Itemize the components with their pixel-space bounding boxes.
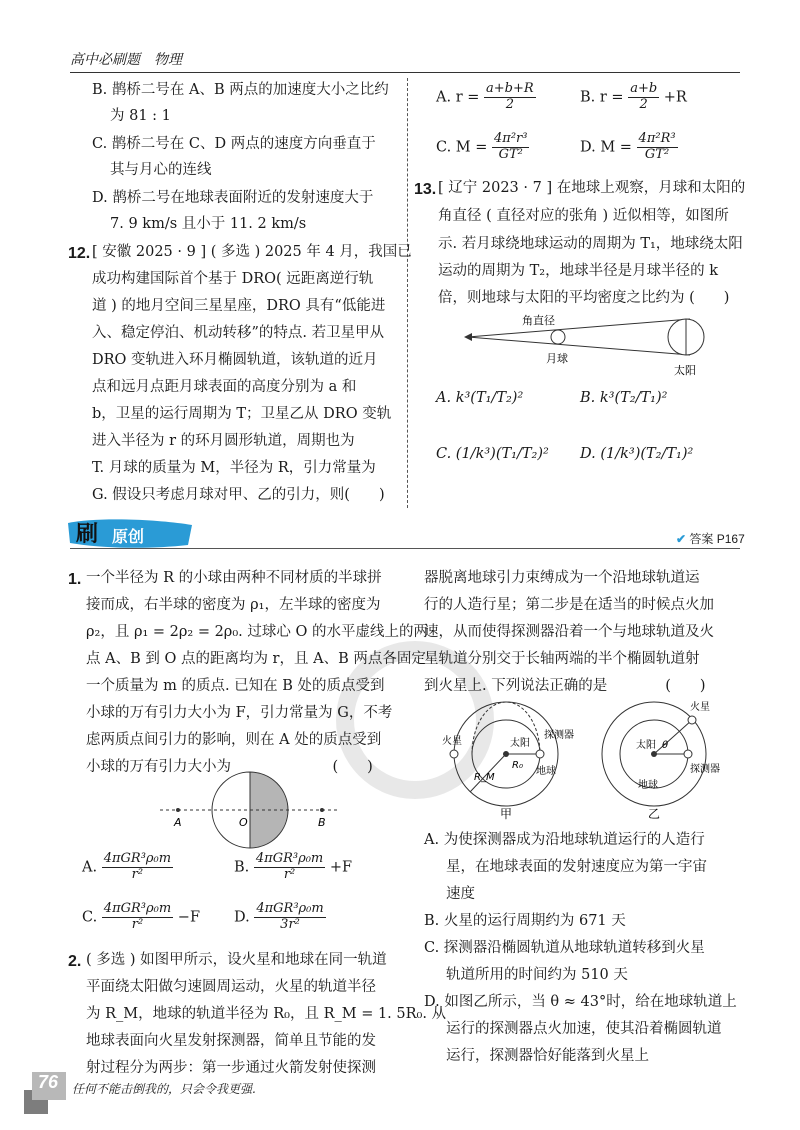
rm-label: R_M	[474, 772, 495, 783]
q1-option-b-fraction	[254, 852, 325, 883]
q1-line: 虑两质点间引力的影响，则在 A 处的质点受到	[86, 732, 382, 748]
mars-label-b: 火星	[690, 702, 710, 713]
q1-option-d-denominator: 3r²	[280, 916, 300, 932]
q2-line: 射过程分为两步：第一步通过火箭发射使探测	[86, 1060, 376, 1076]
q12-line: b，卫星的运行周期为 T；卫星乙从 DRO 变轨	[92, 406, 392, 422]
q12-option-c-denominator: GT²	[498, 146, 523, 162]
q1-option-b-numerator: 4πGR³ρ₀m	[255, 851, 324, 866]
q12-line: [ 安徽 2025 · 9 ] ( 多选 ) 2025 年 4 月，我国已	[92, 244, 412, 260]
section-title: 原创	[112, 529, 145, 546]
sun-label-a: 太阳	[510, 738, 530, 749]
q11-option-b-line1: B. 鹊桥二号在 A、B 两点的加速度大小之比约	[92, 82, 389, 98]
sight-line-bottom	[468, 337, 690, 355]
sun-label: 太阳	[674, 364, 696, 377]
q1-option-c-denominator: r²	[131, 916, 144, 932]
r0-label: R₀	[512, 760, 523, 771]
q1-option-d	[234, 902, 326, 933]
q1-option-a-denominator: r²	[131, 866, 144, 882]
q13-line: [ 辽宁 2023 · 7 ] 在地球上观察，月球和太阳的	[438, 180, 746, 196]
q11-option-d-line2: 7. 9 km/s 且小于 11. 2 km/s	[110, 216, 307, 232]
q13-number: 13.	[414, 181, 437, 198]
q2-line: 平面绕太阳做匀速圆周运动，火星的轨道半径	[86, 979, 376, 995]
q12-option-c-fraction	[492, 132, 529, 163]
q2-option-a-line3: 速度	[446, 886, 475, 902]
q13-option-b: B. k³(T₂/T₁)²	[580, 390, 668, 406]
q11-option-b-line2: 为 81 : 1	[110, 108, 171, 124]
q12-option-c-prefix: C. M =	[436, 139, 488, 156]
q2-option-c-line1: C. 探测器沿椭圆轨道从地球轨道转移到火星	[424, 940, 705, 956]
q12-option-c-numerator: 4π²r³	[494, 131, 528, 146]
q13-line: 角直径 ( 直径对应的张角 ) 近似相等，如图所	[438, 208, 729, 224]
column-divider	[407, 78, 408, 508]
q1-option-b-prefix: B.	[234, 859, 250, 876]
point-b-label: B	[318, 816, 326, 829]
earth-label-a: 地球	[536, 766, 556, 777]
footer-motto: 任何不能击倒我的，只会令我更强.	[72, 1082, 256, 1096]
figure-a	[442, 702, 574, 820]
q1-line: 接而成，右半球的密度为 ρ₁，左半球的密度为	[86, 597, 381, 613]
q12-option-b-denominator: 2	[639, 96, 648, 112]
q2-line: 地球表面向火星发射探测器，简单且节能的发	[86, 1033, 376, 1049]
q1-number: 1.	[68, 571, 82, 588]
q2-cont-line: 器脱离地球引力束缚成为一个沿地球轨道运	[424, 570, 700, 586]
point-a-label: A	[174, 816, 182, 829]
q12-line: 入、稳定停泊、机动转移”的特点. 若卫星甲从	[92, 325, 385, 341]
q13-line: 运动的周期为 T₂，地球半径是月球半径的 k	[438, 263, 718, 279]
q12-option-b-prefix: B. r =	[580, 89, 624, 106]
q12-option-b	[580, 82, 687, 113]
section-rule	[70, 548, 740, 549]
q1-line: 小球的万有引力大小为 F，引力常量为 G，不考	[86, 705, 393, 721]
q1-option-d-prefix: D.	[234, 909, 250, 926]
q12-line: G. 假设只考虑月球对甲、乙的引力，则( )	[92, 487, 385, 503]
angle-diameter-label: 角直径	[522, 314, 555, 327]
theta-label: θ	[662, 740, 669, 751]
q1-option-c-numerator: 4πGR³ρ₀m	[103, 901, 172, 916]
q2-option-d-line2: 运行的探测器点火加速，使其沿着椭圆轨道	[446, 1021, 722, 1037]
q12-option-a-numerator: a+b+R	[486, 81, 534, 96]
q12-line: T. 月球的质量为 M，半径为 R，引力常量为	[92, 460, 376, 476]
q1-option-a-prefix: A.	[82, 859, 98, 876]
q12-option-a-fraction	[484, 82, 536, 113]
q12-option-d-numerator: 4π²R³	[638, 131, 676, 146]
q13-option-a: A. k³(T₁/T₂)²	[436, 390, 524, 406]
q12-line: DRO 变轨进入环月椭圆轨道，该轨道的近月	[92, 352, 378, 368]
q2-cont-line: 行的人造行星；第二步是在适当的时候点火加	[424, 597, 714, 613]
q12-option-c	[436, 132, 529, 163]
q13-figure	[460, 310, 720, 380]
page-number: 76	[38, 1072, 59, 1092]
mars-dot-b	[688, 716, 696, 724]
q2-figure	[440, 700, 730, 820]
earth-dot-b	[684, 750, 692, 758]
q12-line: 进入半径为 r 的环月圆形轨道，周期也为	[92, 433, 355, 449]
q1-figure	[150, 770, 350, 850]
q1-option-d-fraction	[254, 902, 325, 933]
q2-option-a-line2: 星，在地球表面的发射速度应为第一宇宙	[446, 859, 707, 875]
q2-option-d-line3: 运行，探测器恰好能落到火星上	[446, 1048, 649, 1064]
q2-line: 为 R_M，地球的轨道半径为 R₀，且 R_M = 1. 5R₀. 从	[86, 1006, 447, 1022]
header-rule	[70, 72, 740, 73]
q1-line: ρ₂，且 ρ₁ = 2ρ₂ = 2ρ₀. 过球心 O 的水平虚线上的两	[86, 624, 428, 640]
figure-b	[602, 700, 720, 820]
mars-direction-line	[654, 720, 692, 754]
section-title-char: 刷	[76, 521, 99, 546]
page-header: 高中必刷题 物理	[70, 52, 182, 68]
eye-icon	[464, 333, 472, 341]
q13-option-c: C. (1/k³)(T₁/T₂)²	[436, 446, 549, 462]
answer-reference[interactable]	[676, 530, 745, 547]
q12-line: 点和远月点距月球表面的高度分别为 a 和	[92, 379, 357, 395]
q1-line: 一个质量为 m 的质点. 已知在 B 处的质点受到	[86, 678, 385, 694]
moon-circle	[551, 330, 565, 344]
check-icon: ✔	[676, 532, 687, 546]
q11-option-c-line2: 其与月心的连线	[110, 162, 212, 178]
q1-option-c-prefix: C.	[82, 909, 98, 926]
q12-option-d-fraction	[637, 132, 678, 163]
probe-label-b: 探测器	[690, 764, 720, 775]
q12-option-a-prefix: A. r =	[436, 89, 480, 106]
q11-option-d-line1: D. 鹊桥二号在地球表面附近的发射速度大于	[92, 190, 374, 206]
q1-option-d-numerator: 4πGR³ρ₀m	[256, 901, 324, 916]
earth-label-b: 地球	[638, 780, 658, 791]
q1-option-a	[82, 852, 173, 883]
q2-option-b: B. 火星的运行周期约为 671 天	[424, 913, 626, 929]
q1-line: 点 A、B 到 O 点的距离均为 r，且 A、B 两点各固定	[86, 651, 426, 667]
moon-label: 月球	[546, 352, 568, 365]
earth-dot-a	[536, 750, 544, 758]
q2-cont-line: 速，从而使得探测器沿着一个与地球轨道及火	[424, 624, 714, 640]
q1-option-c-suffix: −F	[177, 909, 201, 926]
q1-option-b-suffix: +F	[329, 859, 353, 876]
q2-cont-line: 到火星上. 下列说法正确的是 ( )	[424, 678, 706, 694]
q12-option-d-denominator: GT²	[644, 146, 670, 162]
q2-line: ( 多选 ) 如图甲所示，设火星和地球在同一轨道	[86, 952, 387, 968]
q2-option-d-line1: D. 如图乙所示，当 θ ≈ 43°时，给在地球轨道上	[424, 994, 737, 1010]
point-b-mark	[320, 808, 324, 812]
answer-reference-label: 答案 P167	[689, 532, 745, 546]
figure-b-label: 乙	[648, 807, 661, 820]
q1-option-a-fraction	[102, 852, 173, 883]
q12-number: 12.	[68, 245, 91, 262]
mars-dot-a	[450, 750, 458, 758]
q12-option-d-prefix: D. M =	[580, 139, 632, 156]
q2-cont-line: 星轨道分别交于长轴两端的半个椭圆轨道射	[424, 651, 700, 667]
q1-option-c	[82, 902, 200, 933]
q12-line: 成功构建国际首个基于 DRO( 远距离逆行轨	[92, 271, 374, 287]
center-o-label: O	[239, 816, 248, 829]
q12-option-b-fraction	[628, 82, 659, 113]
q12-option-a	[436, 82, 536, 113]
q1-option-c-fraction	[102, 902, 173, 933]
mars-label-a: 火星	[442, 736, 462, 747]
q11-option-c-line1: C. 鹊桥二号在 C、D 两点的速度方向垂直于	[92, 136, 376, 152]
q12-option-a-denominator: 2	[505, 96, 514, 112]
q2-option-a-line1: A. 为使探测器成为沿地球轨道运行的人造行	[424, 832, 705, 848]
q2-number: 2.	[68, 953, 82, 970]
q1-option-b	[234, 852, 352, 883]
q12-line: 道 ) 的地月空间三星星座，DRO 具有“低能进	[92, 298, 386, 314]
figure-a-label: 甲	[500, 807, 513, 820]
q12-option-b-numerator: a+b	[630, 81, 658, 96]
q13-option-d: D. (1/k³)(T₂/T₁)²	[580, 446, 694, 462]
q1-option-b-denominator: r²	[283, 866, 296, 882]
q12-option-b-suffix: +R	[663, 89, 687, 106]
q12-option-d	[580, 132, 678, 163]
point-a-mark	[176, 808, 180, 812]
q13-line: 示. 若月球绕地球运动的周期为 T₁，地球绕太阳	[438, 236, 743, 252]
q2-option-c-line2: 轨道所用的时间约为 510 天	[446, 967, 628, 983]
q13-line: 倍，则地球与太阳的平均密度之比约为 ( )	[438, 290, 730, 306]
sight-line-top	[468, 319, 690, 337]
sun-label-b: 太阳	[636, 740, 656, 751]
probe-label-a: 探测器	[544, 730, 574, 741]
q1-line: 一个半径为 R 的小球由两种不同材质的半球拼	[86, 570, 382, 586]
q1-option-a-numerator: 4πGR³ρ₀m	[103, 851, 172, 866]
q1-line: 小球的万有引力大小为 ( )	[86, 759, 373, 775]
